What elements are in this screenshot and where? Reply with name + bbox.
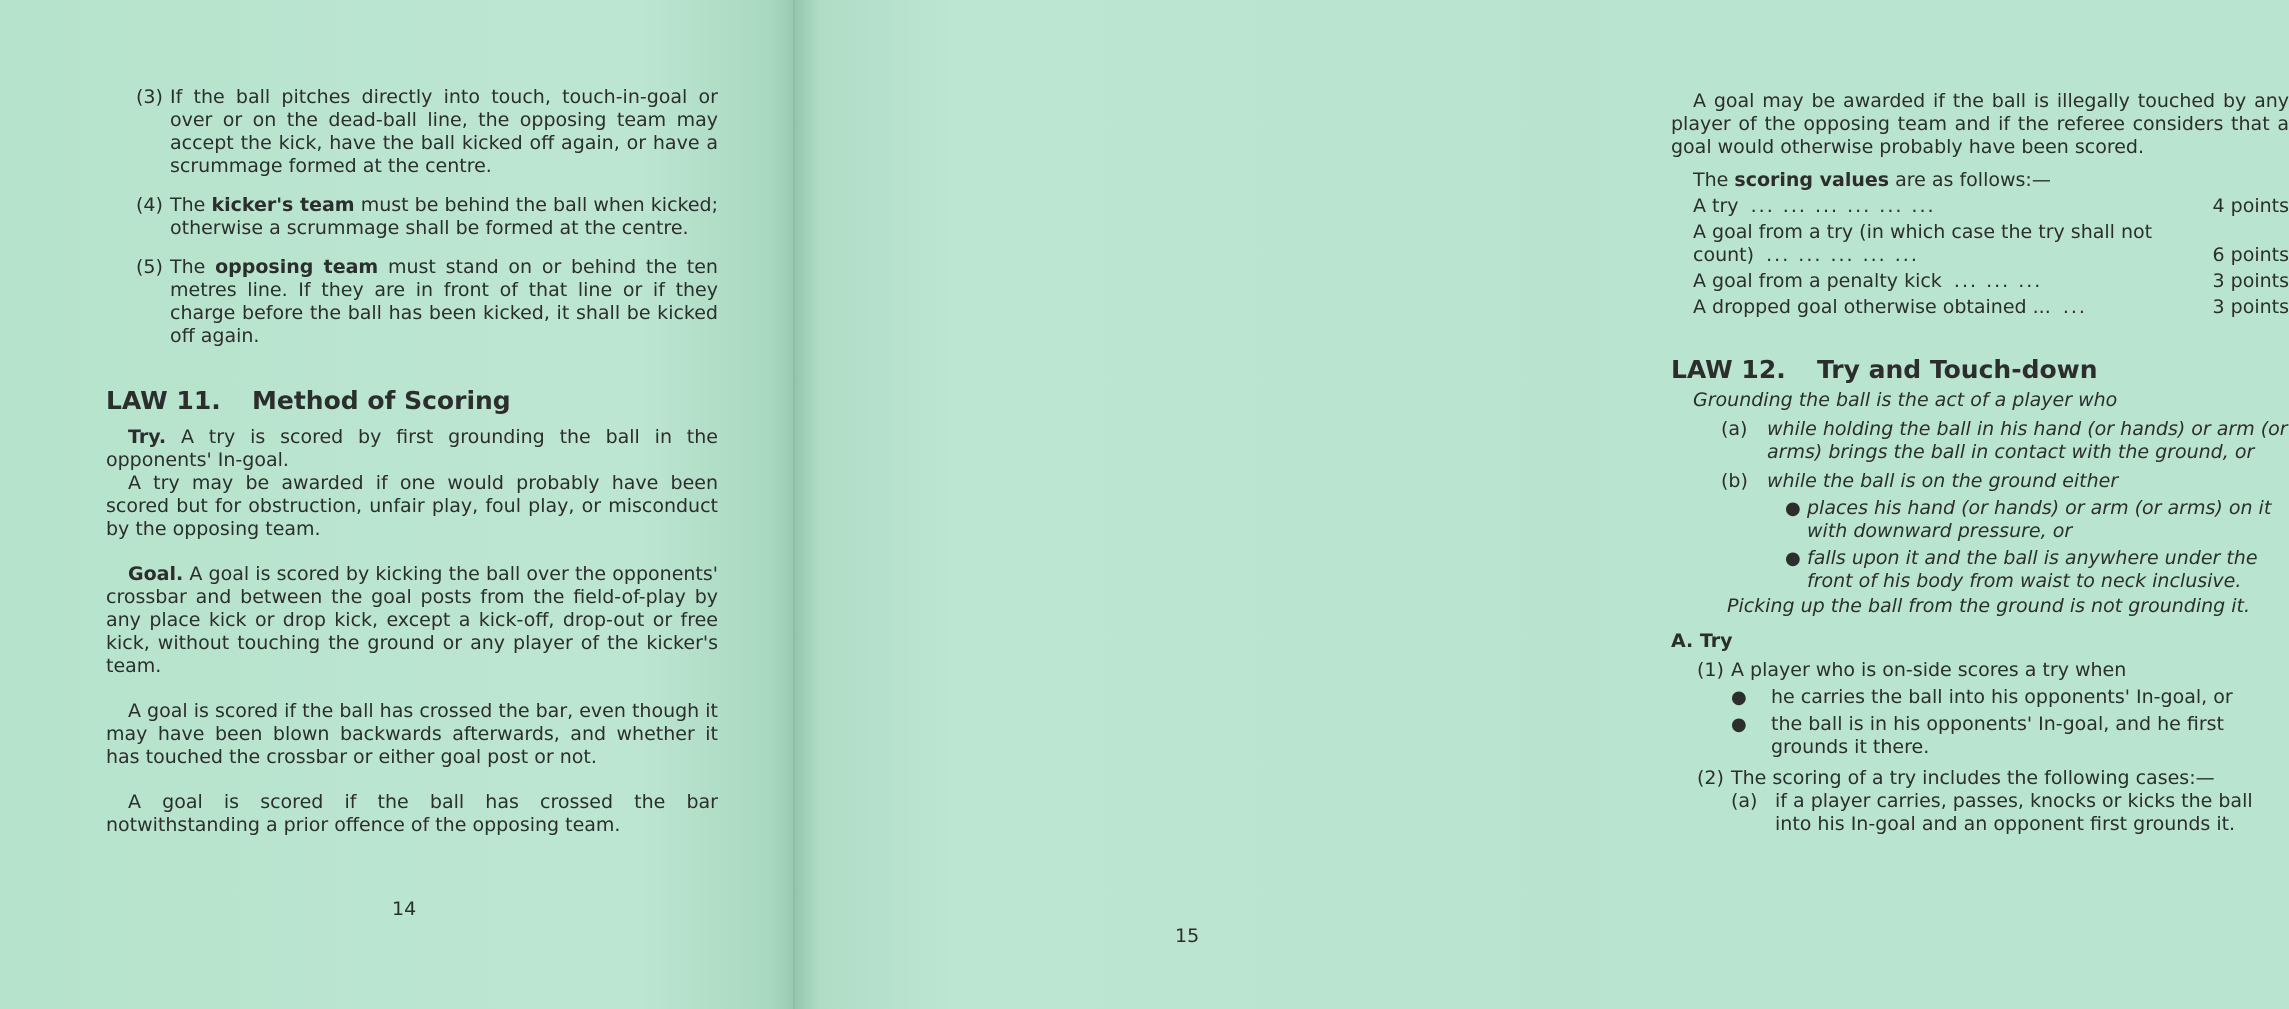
item-text: If the ball pitches directly into touch, touch-in-goal or over or on the dead-ball line, the opposing team may accept the kick, have the ball kicked off again, or have a scrummage formed at the centre. <box>170 86 718 177</box>
scoring-label-text: A goal from a try (in which case the try shall not count) <box>1693 221 2153 266</box>
scoring-label <box>1693 195 2179 218</box>
scoring-leader-dots: ... ... ... <box>1953 270 2043 292</box>
scoring-leader-dots: ... ... ... ... ... <box>1766 244 1919 266</box>
item-text-pre: The <box>170 256 216 278</box>
left-page-content <box>106 86 718 837</box>
right-page-content <box>1671 90 2289 836</box>
scoring-points: 3 points <box>2212 296 2289 318</box>
scoring-points: 3 points <box>2212 270 2289 292</box>
law-number: LAW 12. <box>1671 355 1786 384</box>
law-11-heading <box>106 386 718 416</box>
item-text-rest: must stand on or behind the ten metres line. If they are in front of that line or if they charge before the ball has been kicked, it shall be kicked off again. <box>170 256 718 347</box>
left-page <box>0 0 795 1009</box>
try-paragraph-2: A try may be awarded if one would probably have been scored but for obstruction, unfair play, foul play, or misconduct by the opposing team. <box>106 472 718 540</box>
page-number-right: 15 <box>1175 925 1200 947</box>
scoring-points: 6 points <box>2212 244 2289 266</box>
rule-number: (1) <box>1697 659 1724 681</box>
try-paragraph <box>106 426 718 472</box>
grounding-intro: Grounding the ball is the act of a player who <box>1693 389 2118 411</box>
try-text: A try is scored by first grounding the ball in the opponents' In-goal. <box>106 426 718 471</box>
clause-text: if a player carries, passes, knocks or kicks the ball into his In-goal and an opponent first grounds it. <box>1775 790 2253 835</box>
picking-up-note: Picking up the ball from the ground is not grounding it. <box>1727 595 2251 617</box>
goal-paragraph-2: A goal is scored if the ball has crossed the bar, even though it may have been blown backwards afterwards, and whether it has touched the crossbar or either goal post or not. <box>106 700 718 768</box>
right-page <box>795 0 2289 1009</box>
rule-text: A player who is on-side scores a try when <box>1731 659 2127 681</box>
clause-mark: (b) <box>1721 470 1748 492</box>
scoring-label-text: A try <box>1693 195 1739 217</box>
goal-paragraph-3: A goal is scored if the ball has crossed the bar notwithstanding a prior offence of the opposing team. <box>106 791 718 836</box>
bullet-text: the ball is in his opponents' In-goal, and he first grounds it there. <box>1771 713 2224 758</box>
item-text-pre: The <box>170 194 212 216</box>
scoring-label-text: A goal from a penalty kick <box>1693 270 1942 292</box>
goal-paragraph <box>106 563 718 678</box>
law-title: Method of Scoring <box>252 386 511 415</box>
clause-mark: (a) <box>1721 418 1748 440</box>
scoring-label <box>1693 296 2179 319</box>
law-12-heading <box>1671 355 2289 385</box>
try-rule-2a <box>1671 790 2289 836</box>
scoring-leader-dots: ... ... ... ... ... ... <box>1750 195 1936 217</box>
grounding-clause-b <box>1671 470 2289 493</box>
bullet-text: falls upon it and the ball is anywhere under the front of his body from waist to neck inclusive. <box>1807 547 2258 592</box>
clause-mark: (a) <box>1731 790 1758 812</box>
opposing-team-term: opposing team <box>215 256 379 278</box>
try-bullet <box>1671 686 2289 709</box>
kickers-team-term: kicker's team <box>211 194 355 216</box>
rule-text: The scoring of a try includes the following cases:— <box>1731 767 2215 789</box>
scoring-row-dropped-goal <box>1693 296 2289 319</box>
rule-item-4 <box>106 194 718 240</box>
goal-label: Goal. <box>128 563 184 585</box>
clause-text: while the ball is on the ground either <box>1767 470 2119 492</box>
item-text <box>170 256 718 348</box>
rule-item-3 <box>106 86 718 178</box>
item-number: (4) <box>136 194 163 216</box>
scoring-label <box>1693 221 2179 267</box>
scoring-intro-post: are as follows:— <box>1889 169 2051 191</box>
scoring-values-term: scoring values <box>1734 169 1890 191</box>
scoring-label <box>1693 270 2179 293</box>
scoring-intro-pre: The <box>1693 169 1735 191</box>
section-a-try-heading: A. Try <box>1671 630 1733 652</box>
law-title: Try and Touch-down <box>1817 355 2098 384</box>
law-number: LAW 11. <box>106 386 221 415</box>
scoring-values-intro <box>1671 169 2289 192</box>
rule-item-5 <box>106 256 718 348</box>
scoring-row-try <box>1693 195 2289 218</box>
try-rule-1 <box>1671 659 2289 682</box>
clause-text: while holding the ball in his hand (or hands) or arm (or arms) brings the ball in contact with the ground, or <box>1767 418 2288 463</box>
item-number: (3) <box>136 86 163 108</box>
scoring-label-text: A dropped goal otherwise obtained ... <box>1693 296 2051 318</box>
bullet-text: places his hand (or hands) or arm (or arms) on it with downward pressure, or <box>1807 497 2272 542</box>
grounding-clause-a <box>1671 418 2289 464</box>
grounding-bullet <box>1671 497 2289 543</box>
try-rule-2 <box>1671 767 2289 790</box>
try-bullet <box>1671 713 2289 759</box>
page-number-left: 14 <box>392 898 417 920</box>
item-text <box>170 194 718 240</box>
scoring-points: 4 points <box>2212 195 2289 217</box>
bullet-icon: ● <box>1785 498 1801 519</box>
goal-awarded-paragraph: A goal may be awarded if the ball is illegally touched by any player of the opposing team and if the referee considers that a goal would otherwise probably have been scored. <box>1671 90 2289 158</box>
grounding-bullet <box>1671 547 2289 593</box>
bullet-icon: ● <box>1731 687 1747 708</box>
bullet-icon: ● <box>1731 714 1747 735</box>
goal-text: A goal is scored by kicking the ball over the opponents' crossbar and between the goal posts from the field-of-play by any place kick or drop kick, except a kick-off, drop-out or free kick, without touching the ground or any player of the kicker's team. <box>106 563 718 677</box>
scoring-row-penalty-goal <box>1693 270 2289 293</box>
scoring-leader-dots: ... <box>2062 296 2087 318</box>
item-text-rest: must be behind the ball when kicked; otherwise a scrummage shall be formed at the centre. <box>170 194 718 239</box>
bullet-text: he carries the ball into his opponents' In-goal, or <box>1771 686 2233 708</box>
scoring-row-goal-from-try <box>1693 221 2289 267</box>
bullet-icon: ● <box>1785 548 1801 569</box>
item-number: (5) <box>136 256 163 278</box>
try-label: Try. <box>128 426 167 448</box>
rule-number: (2) <box>1697 767 1724 789</box>
